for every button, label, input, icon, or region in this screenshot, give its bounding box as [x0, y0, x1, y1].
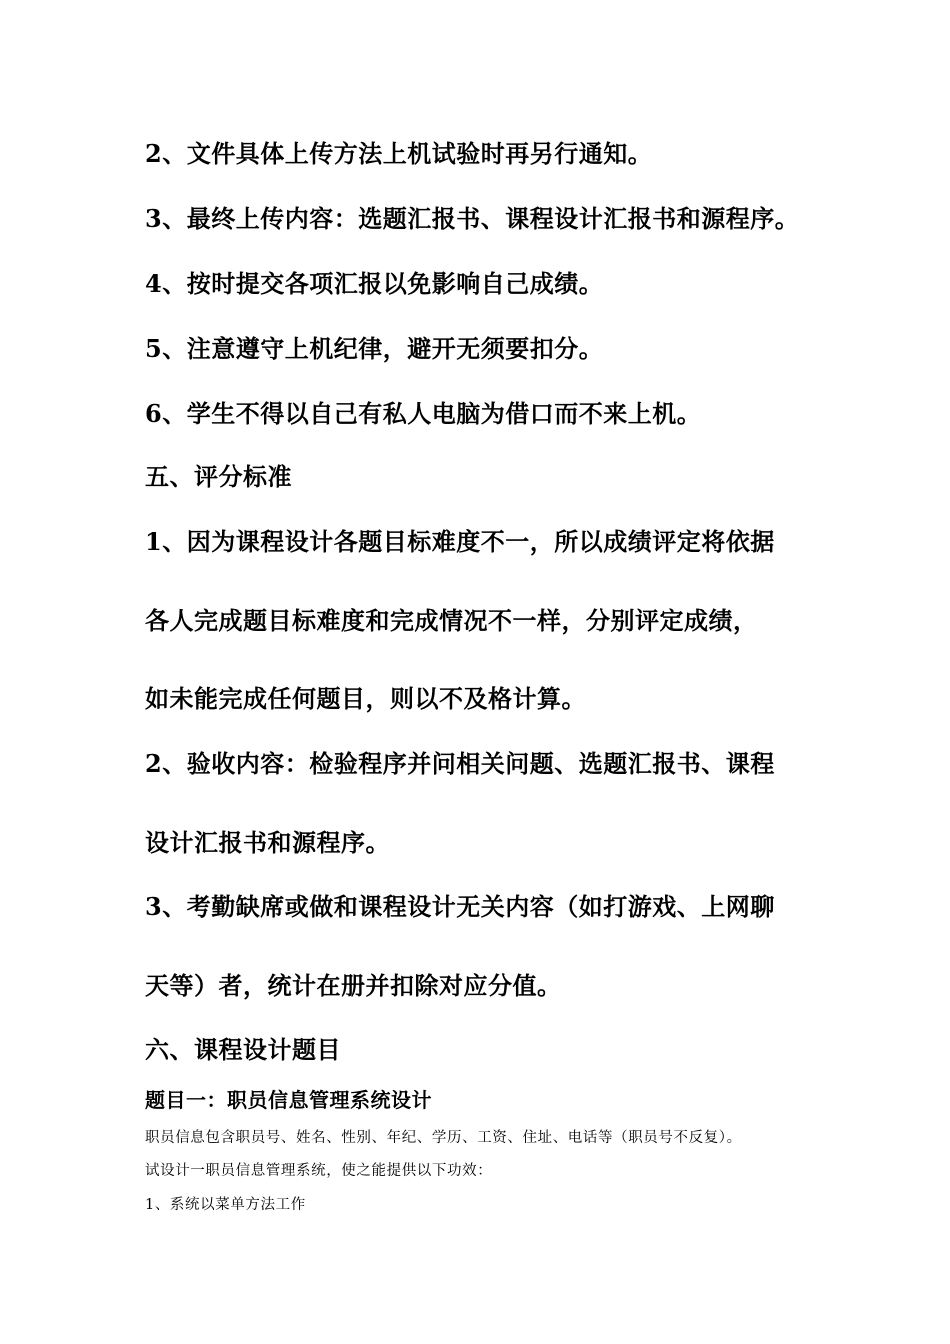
section-heading-topics: 六、课程设计题目 — [145, 1035, 341, 1064]
paragraph-grading-3-line-1: 3、考勤缺席或做和课程设计无关内容（如打游戏、上网聊 — [145, 892, 775, 921]
topic-body-line-2: 试设计一职员信息管理系统，使之能提供以下功效： — [145, 1163, 493, 1179]
paragraph-no-excuse: 6、学生不得以自己有私人电脑为借口而不来上机。 — [145, 399, 702, 428]
paragraph-grading-1-line-3: 如未能完成任何题目，则以不及格计算。 — [145, 684, 586, 713]
topic-body-line-1: 职员信息包含职员号、姓名、性别、年纪、学历、工资、住址、电话等（职员号不反复）。 — [145, 1130, 742, 1146]
paragraph-submit-on-time: 4、按时提交各项汇报以免影响自己成绩。 — [145, 269, 604, 298]
section-heading-grading: 五、评分标准 — [145, 462, 292, 491]
topic-title: 题目一：职员信息管理系统设计 — [145, 1088, 432, 1112]
paragraph-upload-method: 2、文件具体上传方法上机试验时再另行通知。 — [145, 139, 653, 168]
topic-body-line-3: 1、系统以菜单方法工作 — [145, 1197, 306, 1213]
paragraph-discipline: 5、注意遵守上机纪律，避开无须要扣分。 — [145, 334, 604, 363]
paragraph-grading-3-line-2: 天等）者，统计在册并扣除对应分值。 — [145, 971, 562, 1000]
paragraph-grading-1-line-1: 1、因为课程设计各题目标难度不一，所以成绩评定将依据 — [145, 527, 775, 556]
paragraph-upload-content: 3、最终上传内容：选题汇报书、课程设计汇报书和源程序。 — [145, 204, 800, 233]
paragraph-grading-1-line-2: 各人完成题目标难度和完成情况不一样，分别评定成绩， — [145, 606, 758, 635]
paragraph-grading-2-line-2: 设计汇报书和源程序。 — [145, 828, 390, 857]
paragraph-grading-2-line-1: 2、验收内容：检验程序并问相关问题、选题汇报书、课程 — [145, 749, 775, 778]
